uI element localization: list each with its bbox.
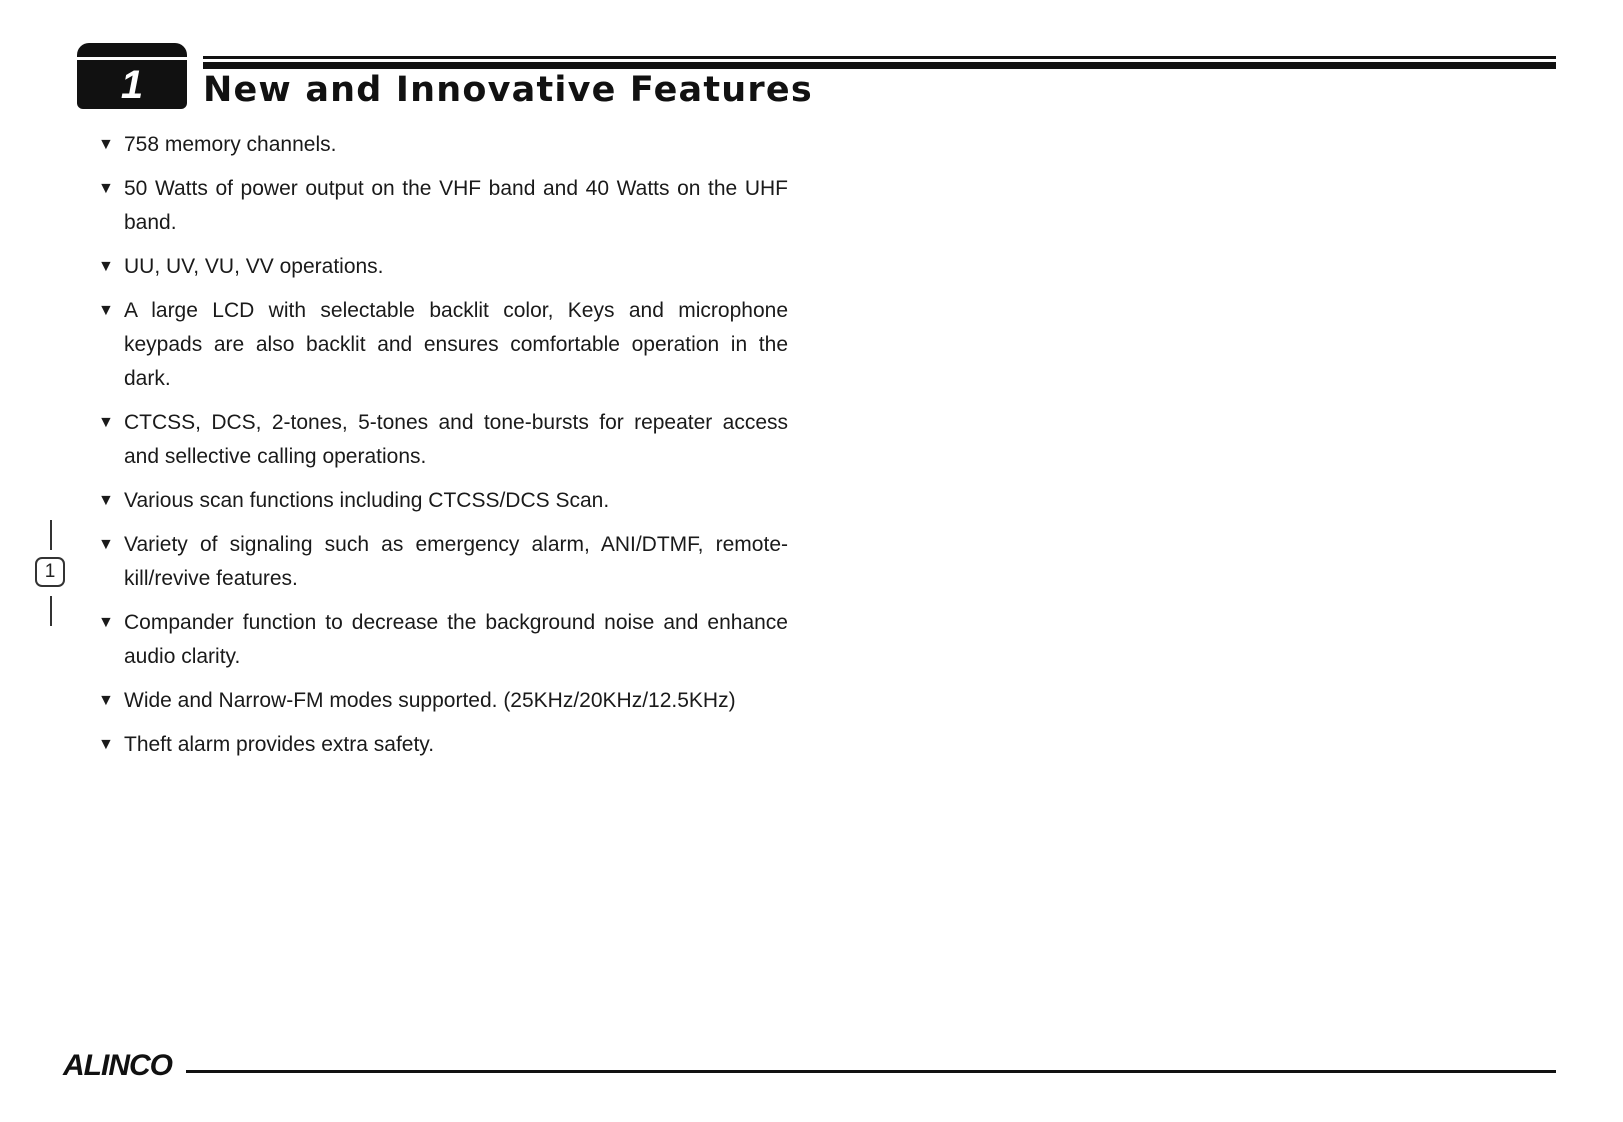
feature-text: UU, UV, VU, VV operations. [124,255,384,278]
list-item [98,484,788,518]
triangle-bullet-icon: ▼ [98,614,114,631]
feature-text: Variety of signaling such as emergency alarm, ANI/DTMF, remote-kill/revive features. [124,533,788,590]
list-item [98,406,788,474]
feature-text: Compander function to decrease the background noise and enhance audio clarity. [124,611,788,668]
badge-stripe [77,57,187,60]
list-item [98,128,788,162]
chapter-number: 1 [120,63,144,107]
chapter-title: New and Innovative Features [203,70,813,110]
header-rule-thick [203,62,1556,69]
triangle-bullet-icon: ▼ [98,736,114,753]
feature-text: A large LCD with selectable backlit color, Keys and microphone keypads are also backlit and ensures comfortable operation in the dark. [124,299,788,390]
list-item [98,294,788,396]
list-item [98,728,788,762]
footer-rule [186,1070,1556,1073]
header-rule-thin [203,56,1556,59]
list-item [98,172,788,240]
triangle-bullet-icon: ▼ [98,302,114,319]
triangle-bullet-icon: ▼ [98,136,114,153]
list-item [98,684,788,718]
triangle-bullet-icon: ▼ [98,536,114,553]
list-item [98,606,788,674]
chapter-badge [77,43,187,109]
page-tab-line-bottom [50,596,52,626]
list-item [98,528,788,596]
list-item [98,250,788,284]
triangle-bullet-icon: ▼ [98,180,114,197]
page-tab-line-top [50,520,52,550]
triangle-bullet-icon: ▼ [98,414,114,431]
feature-text: Theft alarm provides extra safety. [124,733,435,756]
triangle-bullet-icon: ▼ [98,492,114,509]
feature-text: Various scan functions including CTCSS/DCS Scan. [124,489,610,512]
feature-text: Wide and Narrow-FM modes supported. (25KHz/20KHz/12.5KHz) [124,689,736,712]
brand-logo: ALINCO [63,1049,172,1082]
feature-list [98,128,788,772]
triangle-bullet-icon: ▼ [98,692,114,709]
triangle-bullet-icon: ▼ [98,258,114,275]
page-number: 1 [35,557,65,587]
feature-text: CTCSS, DCS, 2-tones, 5-tones and tone-bursts for repeater access and sellective calling operations. [124,411,788,468]
feature-text: 50 Watts of power output on the VHF band and 40 Watts on the UHF band. [124,177,788,234]
feature-text: 758 memory channels. [124,133,337,156]
